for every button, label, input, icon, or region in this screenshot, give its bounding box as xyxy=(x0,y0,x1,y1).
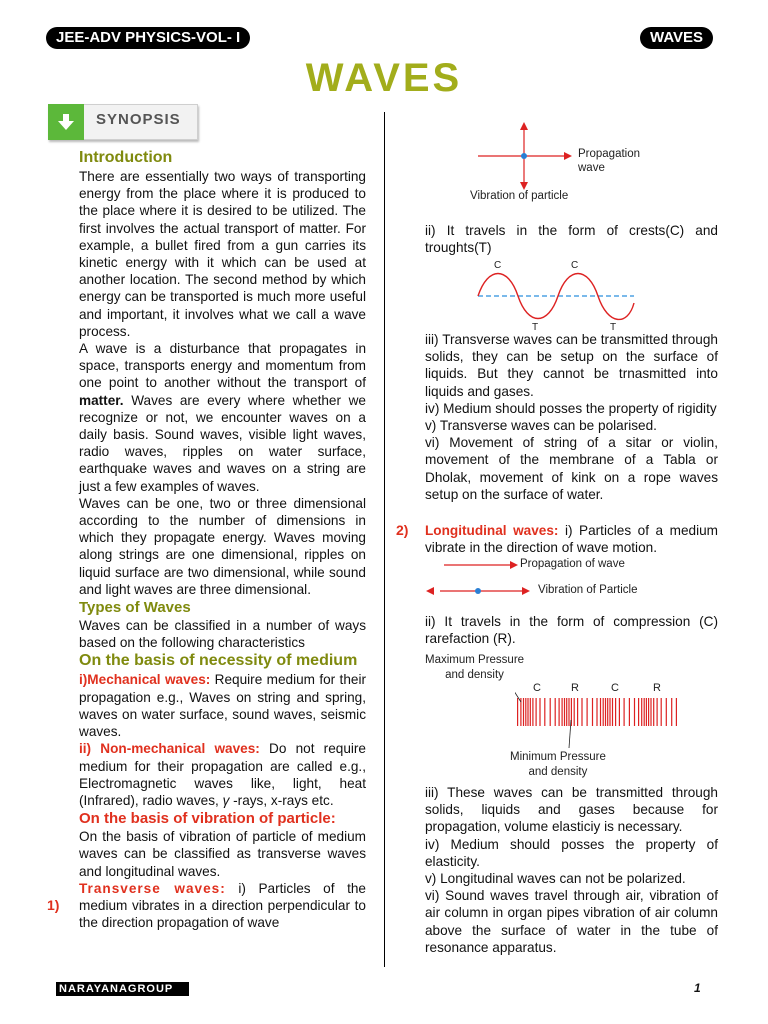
density-bar xyxy=(550,698,551,726)
density-bar xyxy=(600,698,601,726)
footer-brand: NARAYANAGROUP xyxy=(56,982,189,996)
density-bar xyxy=(530,698,531,726)
vibration-of-particle-label: Vibration of Particle xyxy=(538,584,638,596)
density-bars xyxy=(517,698,677,726)
density-bar xyxy=(629,698,630,726)
density-bar xyxy=(577,698,578,726)
density-bar xyxy=(559,698,560,726)
rarefaction-label: R xyxy=(653,682,661,694)
density-bar xyxy=(657,698,658,726)
page-number: 1 xyxy=(694,981,701,995)
density-bar xyxy=(596,698,597,726)
book-label: JEE-ADV PHYSICS-VOL- I xyxy=(46,27,250,49)
density-bar xyxy=(666,698,667,726)
density-bar xyxy=(539,698,540,726)
density-bar xyxy=(646,698,647,726)
intro-paragraph-1: There are essentially two ways of transporting energy from the place where it is produced to the place where it is desired to be utilized. The first involves the actual transport of matter. For example, a bullet fired from a gun carries its kinetic energy with it which can be used at another location. The second method by which energy can be transported is much more useful and important, it involves what we call a wave process. xyxy=(79,169,366,339)
compression-label: C xyxy=(611,682,619,694)
compression-label: C xyxy=(533,682,541,694)
crest-label: C xyxy=(494,260,502,271)
transverse-waves: Transverse waves: i) Particles of the medium vibrates in a direction perpendicular to the direction propagation of wave xyxy=(79,880,366,931)
download-arrow-icon xyxy=(48,104,84,140)
rarefaction-label: R xyxy=(571,682,579,694)
density-bar xyxy=(527,698,528,726)
longitudinal-properties: iii) These waves can be transmitted through solids, liquids and gases because for propagation, volume elasticiy is necessary. iv) Medium should posses the property of elasticity. v) Longitudinal waves can not be polarized. vi) Sound waves travel through air, vibration of air column in organ pipes vibration of air column above the surface of water in the tube of resonance apparatus. xyxy=(425,785,718,955)
density-bar xyxy=(624,698,625,726)
density-bar xyxy=(603,698,604,726)
density-bar xyxy=(619,698,620,726)
types-heading: Types of Waves xyxy=(79,599,191,617)
max-pressure-label: Maximum Pressure and density xyxy=(425,654,525,681)
density-bar xyxy=(661,698,662,726)
vibration-paragraph: On the basis of vibration of particle of medium waves can be classified as transverse waves and longitudinal waves. xyxy=(79,829,366,879)
mechanical-waves: i)Mechanical waves: Require medium for their propagation e.g., Waves on string and spring, waves on water surface, sound waves, seismic waves. xyxy=(79,672,366,740)
left-arrowhead-icon xyxy=(424,584,438,600)
density-bar xyxy=(564,698,565,726)
density-bar xyxy=(607,698,608,726)
density-bar xyxy=(525,698,526,726)
page-title: WAVES xyxy=(305,56,463,100)
density-bar xyxy=(532,698,533,726)
density-bar xyxy=(517,698,518,726)
longitudinal-number: 2) xyxy=(396,522,409,538)
sine-wave-figure xyxy=(476,258,636,333)
density-bar xyxy=(609,698,610,726)
compression-rarefaction-figure xyxy=(515,680,685,750)
density-bar xyxy=(536,698,537,726)
propagation-of-wave-label: Propagation of wave xyxy=(520,558,625,570)
min-pressure-label: Minimum Pressure and density xyxy=(510,751,606,778)
intro-paragraph-2: A wave is a disturbance that propagates in space, transports energy and momentum from one point to another without the transport of matter. Waves are every where whether we recognize or not, we encounter waves on a daily basis. Sound waves, visible light waves, radio waves, ripples on water surface, earthquake waves and waves on a string are just a few examples of waves. xyxy=(79,341,366,494)
chapter-label: WAVES xyxy=(640,27,713,49)
transverse-number: 1) xyxy=(47,897,60,913)
propagation-wave-label: Propagation wave xyxy=(578,148,641,174)
density-bar xyxy=(574,698,575,726)
density-bar xyxy=(650,698,651,726)
left-column xyxy=(79,148,366,931)
density-bar xyxy=(612,698,613,726)
density-bar xyxy=(615,698,616,726)
density-bar xyxy=(641,698,642,726)
vibration-heading: On the basis of vibration of particle: xyxy=(79,810,336,828)
density-bar xyxy=(544,698,545,726)
medium-heading: On the basis of necessity of medium xyxy=(79,652,358,670)
density-bar xyxy=(562,698,563,726)
density-bar xyxy=(555,698,556,726)
density-bar xyxy=(568,698,569,726)
compression-rarefaction-text: ii) It travels in the form of compression (C) rarefaction (R). xyxy=(425,614,718,647)
non-mechanical-waves: ii) Non-mechanical waves: Do not require medium for their propagation are called e.g., Electromagnetic waves like, light, heat (Infrared), radio waves, γ -rays, x-rays etc. xyxy=(79,741,366,808)
density-bar xyxy=(676,698,677,726)
trough-label: T xyxy=(610,322,617,333)
density-bar xyxy=(653,698,654,726)
density-bar xyxy=(581,698,582,726)
density-bar xyxy=(592,698,593,726)
density-bar xyxy=(566,698,567,726)
density-bar xyxy=(671,698,672,726)
density-bar xyxy=(644,698,645,726)
density-bar xyxy=(605,698,606,726)
density-bar xyxy=(634,698,635,726)
density-bar xyxy=(520,698,521,726)
crest-trough-text: ii) It travels in the form of crests(C) and troughts(T) xyxy=(425,223,718,256)
longitudinal-arrows-figure xyxy=(440,558,540,603)
density-bar xyxy=(587,698,588,726)
vibration-particle-label: Vibration of particle xyxy=(470,190,569,202)
intro-heading: Introduction xyxy=(79,149,173,166)
density-bar xyxy=(638,698,639,726)
trough-label: T xyxy=(532,322,539,333)
longitudinal-waves: Longitudinal waves: i) Particles of a medium vibrate in the direction of wave motion. xyxy=(425,523,718,556)
synopsis-label: SYNOPSIS xyxy=(96,111,181,128)
types-paragraph: Waves can be classified in a number of ways based on the following characteristics xyxy=(79,618,366,651)
density-bar xyxy=(648,698,649,726)
transverse-properties: iii) Transverse waves can be transmitted through solids, they can be setup on the surface of liquids. But they cannot be trnasmitted into liquids and gases. iv) Medium should posses the property of rigidity v) Transverse waves can be polarised. vi) Movement of string of a sitar or violin, movement of the membrane of a Tabla or Dholak, movement of kink on a rope waves setup on the surface of water. xyxy=(425,332,718,502)
crest-label: C xyxy=(571,260,579,271)
intro-paragraph-3: Waves can be one, two or three dimensional according to the number of dimensions in which they propagate energy. Waves moving along strings are one dimensional, ripples on liquid surface are two dimensional, while sound and light waves are three dimensional. xyxy=(79,495,366,597)
column-divider xyxy=(384,112,385,967)
density-bar xyxy=(523,698,524,726)
